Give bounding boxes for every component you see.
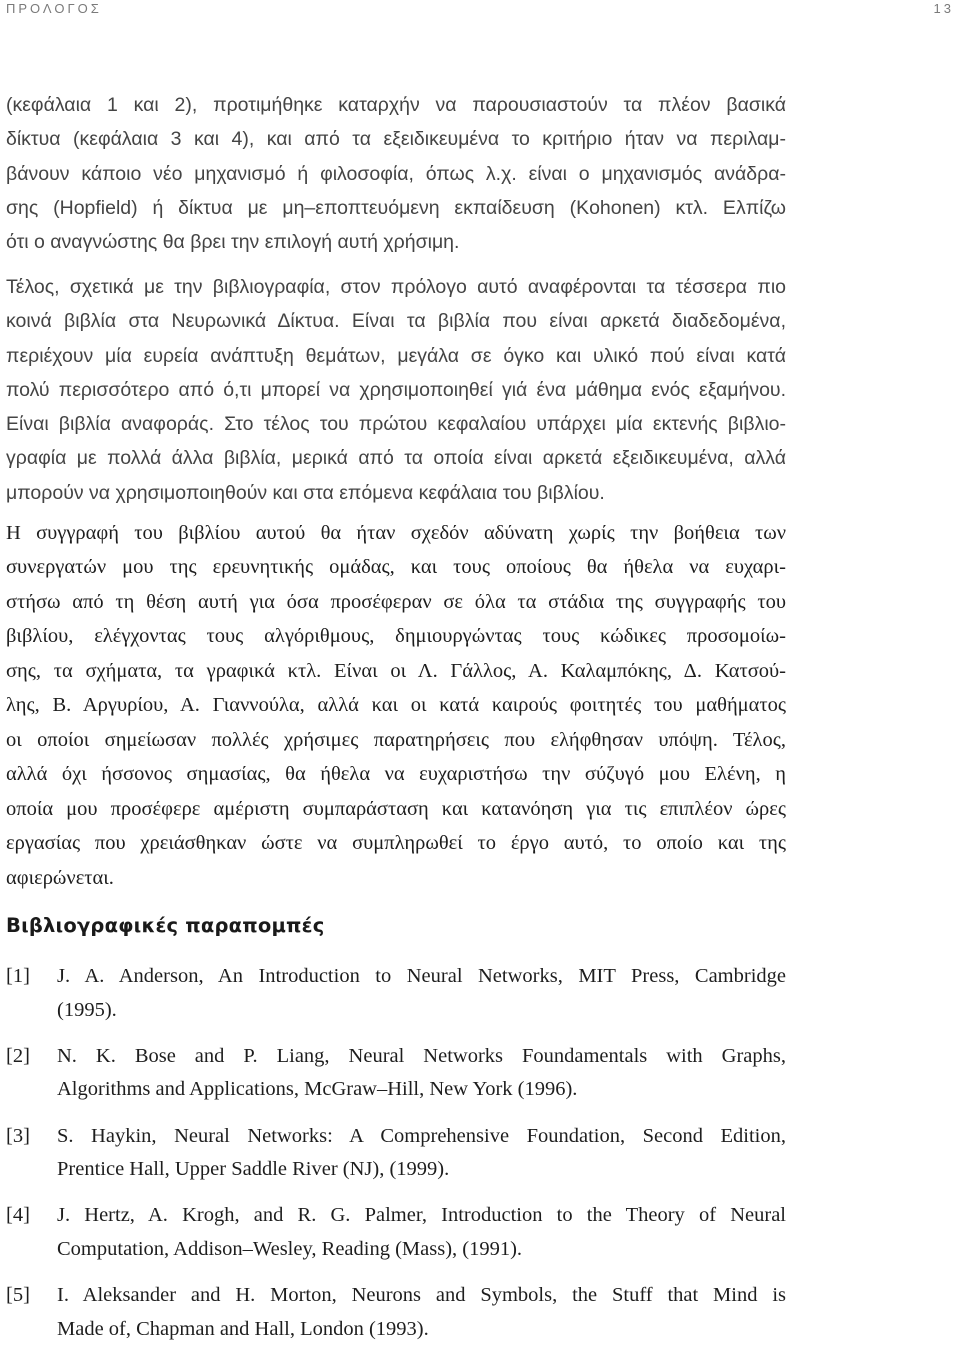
reference-line: Computation, Addison–Wesley, Reading (Mass), (1991). [57,1237,523,1260]
references-heading: Βιβλιογραφικές παραπομπές [6,914,325,937]
acknowledgements-paragraph [6,516,786,895]
reference-line: Algorithms and Applications, McGraw–Hill, New York (1996). [57,1078,578,1101]
text-line: συνεργατών μου της ερευνητικής ομάδας, και τους οποίους θα ήθελα να ευχαρι- [6,556,786,579]
reference-line: I. Aleksander and H. Morton, Neurons and Symbols, the Stuff that Mind is [57,1284,786,1307]
text-line: εργασίας που χρειάσθηκαν ώστε να συμπληρωθεί το έργο αυτό, το οποίο και της [6,832,786,855]
reference-item [6,1040,786,1107]
reference-text [57,1279,786,1346]
text-line: αλλά όχι ήσσονος σημασίας, θα ήθελα να ευχαριστήσω την σύζυγό μου Ελένη, η [6,763,786,786]
text-line: ότι ο αναγνώστης θα βρει την επιλογή αυτή χρήσιμη. [6,231,460,254]
reference-item [6,960,786,1027]
reference-line: J. Hertz, A. Krogh, and R. G. Palmer, Introduction to the Theory of Neural [57,1204,786,1227]
text-line: (κεφάλαια 1 και 2), προτιμήθηκε καταρχήν να παρουσιαστούν τα πλέον βασικά [6,94,786,116]
text-line: Η συγγραφή του βιβλίου αυτού θα ήταν σχεδόν αδύνατη χωρίς την βοήθεια των [6,522,786,544]
reference-number: [2] [6,1044,30,1067]
text-line: λης, Β. Αργυρίου, Α. Γιαννούλα, αλλά και οι κατά καιρούς φοιτητές του μαθήματος [6,694,786,717]
reference-text [57,960,786,1027]
page-number: 13 [933,1,954,16]
text-line: δίκτυα (κεφάλαια 3 και 4), και από τα εξειδικευμένα το κριτήριο ήταν να περιλαμ- [6,128,786,151]
text-line: στήσω από τη θέση αυτή για όσα προσέφεραν σε όλα τα στάδια της συγγραφής του [6,590,786,613]
preface-paragraph-1 [6,88,786,259]
running-head-title: ΠΡΟΛΟΓΟΣ [6,1,102,16]
running-head [6,0,954,16]
text-line: οποία μου προσέφερε αμέριστη συμπαράσταση και κατανόηση για τις επιπλέον ώρες [6,797,786,820]
text-line: οι οποίοι σημείωσαν πολλές χρήσιμες παρατηρήσεις που ελήφθησαν υπόψη. Τέλος, [6,728,786,751]
text-line: γραφία με πολλά άλλα βιβλία, μερικά από τα οποία είναι αρκετά εξειδικευμένα, αλλά [6,447,786,470]
reference-line: S. Haykin, Neural Networks: A Comprehensive Foundation, Second Edition, [57,1124,786,1147]
reference-text [57,1199,786,1266]
reference-item [6,1279,786,1346]
text-line: αφιερώνεται. [6,866,114,889]
reference-number: [3] [6,1124,30,1147]
reference-line: Prentice Hall, Upper Saddle River (NJ), (1999). [57,1158,450,1181]
text-line: σης (Hopfield) ή δίκτυα με μη–εποπτευόμενη εκπαίδευση (Kohonen) κτλ. Ελπίζω [6,196,786,219]
text-line: βιβλίου, ελέγχοντας τους αλγόριθμους, δημιουργώντας τους κώδικες προσομοίω- [6,625,786,648]
text-line: σης, τα σχήματα, τα γραφικά κτλ. Είναι οι Λ. Γάλλος, Α. Καλαμπόκης, Δ. Κατσού- [6,659,786,682]
reference-number: [5] [6,1284,30,1307]
preface-paragraph-2 [6,270,786,510]
reference-number: [1] [6,965,30,987]
references-list [6,960,786,1359]
reference-item [6,1120,786,1187]
reference-text [57,1120,786,1187]
text-line: μπορούν να χρησιμοποιηθούν και στα επόμενα κεφάλαια του βιβλίου. [6,481,605,504]
reference-line: Made of, Chapman and Hall, London (1993). [57,1317,429,1340]
reference-line: (1995). [57,998,117,1021]
text-line: κοινά βιβλία στα Νευρωνικά Δίκτυα. Είναι τα βιβλία που είναι αρκετά διαδεδομένα, [6,310,786,333]
text-line: πολύ περισσότερο από ό,τι μπορεί να χρησιμοποιηθεί γιά ένα μάθημα ενός εξαμήνου. [6,378,786,401]
text-line: περιέχουν μία ευρεία ανάπτυξη θεμάτων, μεγάλα σε όγκο και υλικό πού είναι κατά [6,344,786,367]
reference-line: J. A. Anderson, An Introduction to Neural Networks, MIT Press, Cambridge [57,965,786,987]
reference-number: [4] [6,1204,30,1227]
text-line: βάνουν κάποιο νέο μηχανισμό ή φιλοσοφία, όπως λ.χ. είναι ο μηχανισμός ανάδρα- [6,162,786,185]
text-line: Τέλος, σχετικά με την βιβλιογραφία, στον πρόλογο αυτό αναφέρονται τα τέσσερα πιο [6,276,786,298]
reference-item [6,1199,786,1266]
reference-text [57,1040,786,1107]
text-line: Είναι βιβλία αναφοράς. Στο τέλος του πρώτου κεφαλαίου υπάρχει μία εκτενής βιβλιο- [6,413,786,436]
reference-line: N. K. Bose and P. Liang, Neural Networks Foundamentals with Graphs, [57,1044,786,1067]
